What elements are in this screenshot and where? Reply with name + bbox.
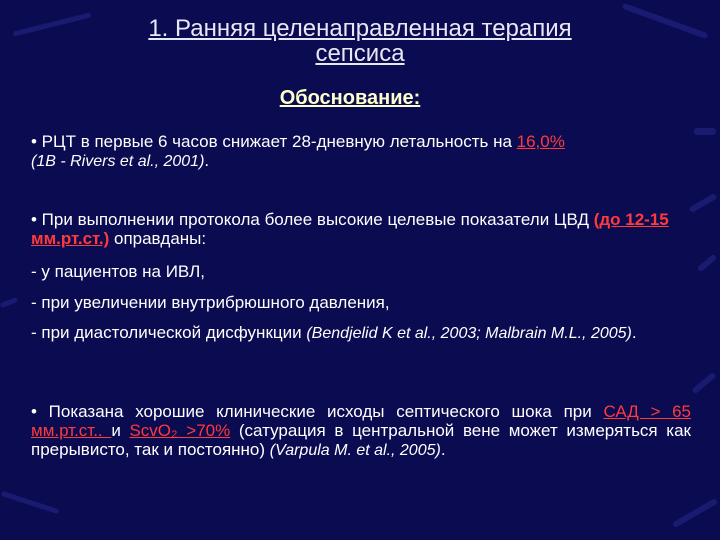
slide-subtitle: Обоснование: [279, 87, 421, 109]
paragraph-outcomes-text: • Показана хорошие клинические исходы септического шока при [31, 402, 604, 421]
list-item-ventilation: - у пациентов на ИВЛ, [31, 262, 205, 281]
citation-varpula: (Varpula M. et al., 2005) [269, 442, 441, 459]
cvp-target-value: (до 12-15 мм.рт.ст.) [31, 210, 669, 248]
list-item-diastolic-end: . [631, 323, 637, 342]
paragraph-outcomes-after: (сатурация в центральной вене может измеряться как прерывисто, так и постоянно) [31, 421, 691, 459]
paragraph-outcomes-end: . [440, 440, 446, 459]
citation-bendjelid: (Bendjelid K et al., 2003; Malbrain M.L., 2005) [306, 325, 632, 342]
paragraph-cvp-text: • При выполнении протокола более высокие целевые показатели ЦВД [31, 210, 594, 229]
list-item-diastolic-text: - при диастолической дисфункции [31, 323, 307, 342]
list-item-abdominal-pressure: - при увеличении внутрибрюшного давления, [31, 293, 390, 312]
map-target-value: САД > 65 мм.рт.ст.. [31, 402, 691, 440]
slide-title [0, 16, 720, 66]
title-line-2: сепсиса [315, 40, 405, 67]
paragraph-mortality-text: • РЦТ в первые 6 часов снижает 28-дневную летальность на [31, 132, 517, 151]
paragraph-mortality-end: . [204, 151, 210, 170]
paragraph-mortality [31, 132, 691, 171]
mortality-reduction-value: 16,0% [516, 132, 565, 151]
paragraph-outcomes [31, 402, 691, 460]
scvo2-target-value: ScvO₂ >70% [129, 421, 231, 440]
paragraph-cvp-end: оправданы: [109, 229, 207, 248]
paragraph-outcomes-mid: и [111, 421, 130, 440]
citation-rivers: (1B - Rivers et al., 2001) [31, 153, 205, 170]
paragraph-cvp [31, 210, 691, 248]
list-item-diastolic [31, 323, 691, 343]
title-line-1: 1. Ранняя целенаправленная терапия [148, 15, 572, 42]
